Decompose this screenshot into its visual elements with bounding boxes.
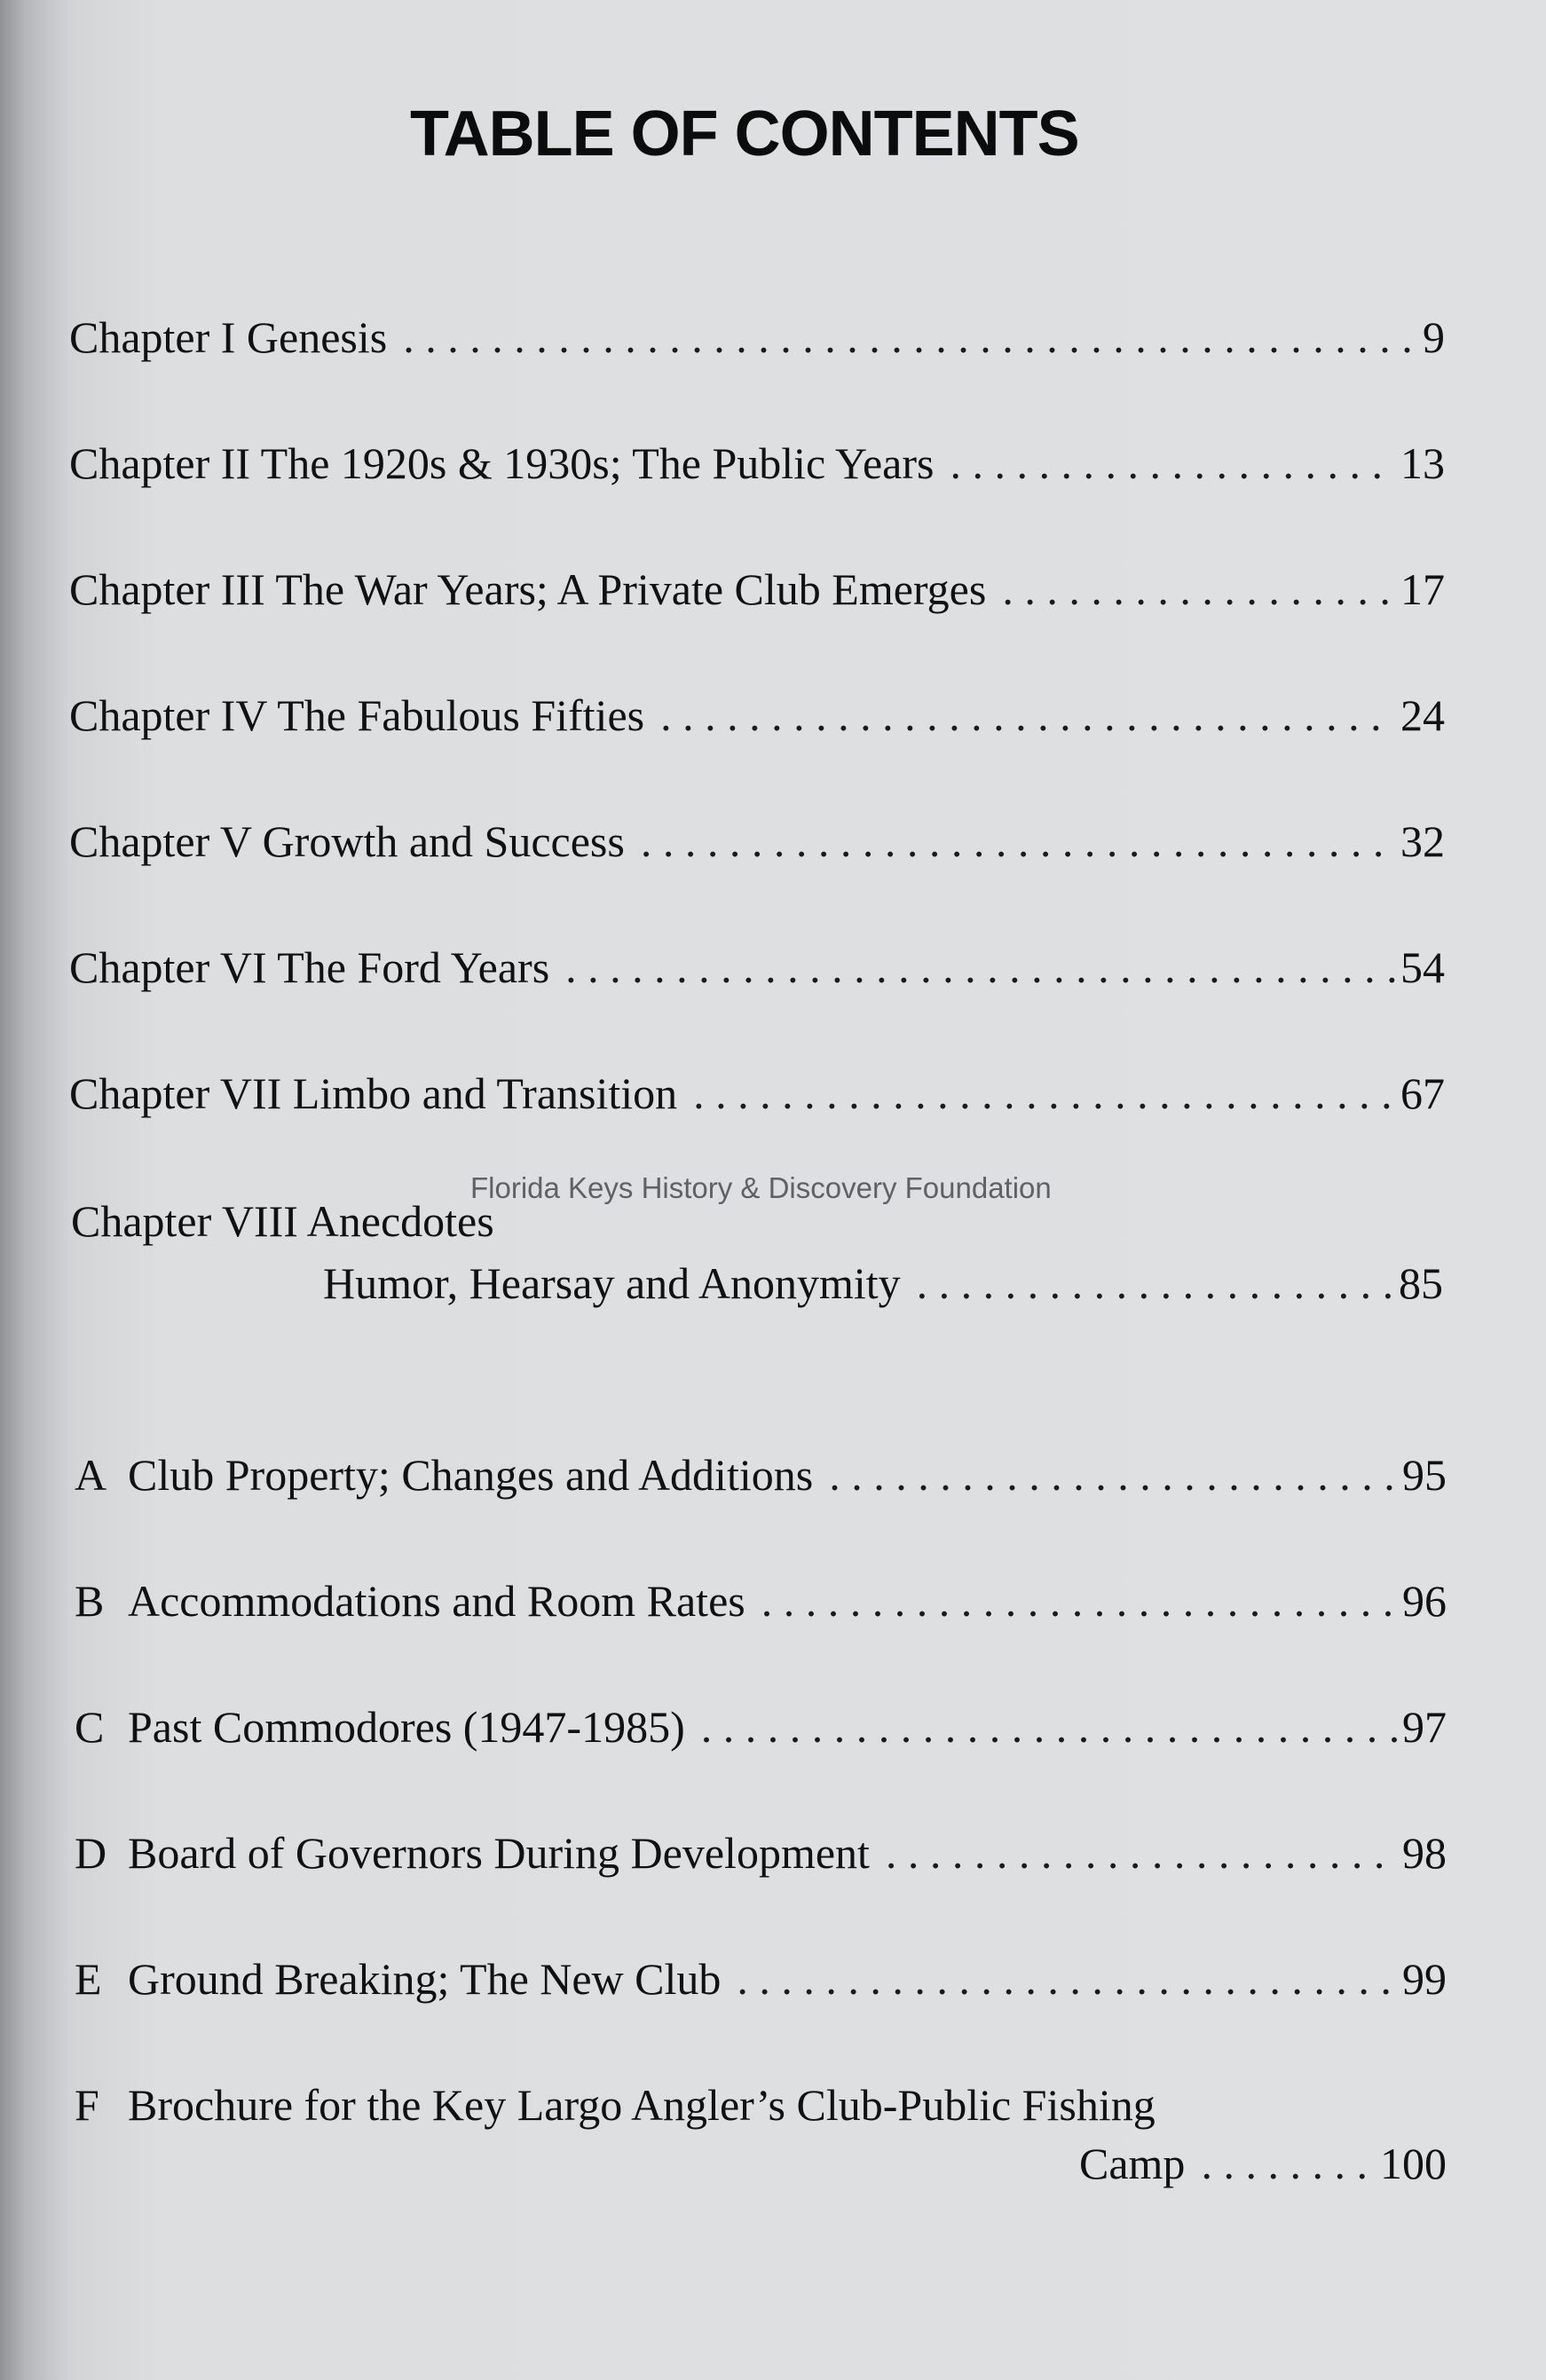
leader-dots — [829, 1448, 1397, 1501]
toc-entry-chapter-6 — [69, 941, 1445, 994]
toc-entry-page: 95 — [1402, 1450, 1447, 1500]
toc-entry-page: 32 — [1400, 816, 1445, 866]
leader-dots — [737, 1952, 1397, 2006]
toc-entry-appendix-f-label — [75, 2078, 1156, 2132]
leader-dots — [701, 1700, 1397, 1753]
toc-entry-chapter-8 — [323, 1257, 1443, 1310]
toc-entry-page: 54 — [1400, 942, 1445, 992]
appendix-letter: B — [75, 1576, 105, 1626]
toc-entry-chapter-4 — [69, 689, 1445, 742]
leader-dots — [403, 311, 1417, 364]
toc-entry-label: Board of Governors During Development — [128, 1828, 870, 1878]
toc-entry-page: 96 — [1402, 1576, 1447, 1626]
toc-entry-label: Past Commodores (1947-1985) — [128, 1702, 685, 1752]
toc-entry-chapter-7 — [69, 1067, 1445, 1120]
watermark: Florida Keys History & Discovery Foundation — [470, 1171, 1052, 1204]
toc-entry-chapter-3 — [69, 563, 1445, 616]
toc-entry-label: Ground Breaking; The New Club — [128, 1954, 722, 2004]
toc-entry-page: 24 — [1400, 690, 1445, 740]
toc-entry-appendix-d — [75, 1826, 1447, 1880]
leader-dots — [917, 1257, 1393, 1310]
toc-entry-label: Chapter VII Limbo and Transition — [69, 1068, 678, 1118]
leader-dots — [1002, 563, 1395, 616]
toc-entry-page: 100 — [1380, 2139, 1447, 2188]
toc-entry-label: Chapter VI The Ford Years — [69, 942, 550, 992]
leader-dots — [950, 437, 1395, 490]
leader-dots — [1201, 2137, 1375, 2190]
leader-dots — [660, 689, 1395, 742]
toc-entry-page: 97 — [1402, 1702, 1447, 1752]
toc-entry-label: Chapter I Genesis — [69, 312, 388, 362]
toc-entry-label: Club Property; Changes and Additions — [128, 1450, 814, 1500]
toc-entry-page: 17 — [1400, 564, 1445, 614]
toc-entry-chapter-2 — [69, 437, 1445, 490]
toc-entry-page: 67 — [1400, 1068, 1445, 1118]
toc-entry-label: Brochure for the Key Largo Angler’s Club-Public Fishing — [128, 2080, 1156, 2130]
toc-entry-page: 85 — [1399, 1258, 1443, 1308]
toc-entry-sublabel: Camp — [1079, 2139, 1186, 2188]
toc-entry-chapter-5 — [69, 815, 1445, 868]
appendix-letter: E — [75, 1954, 102, 2004]
toc-entry-appendix-f — [1079, 2137, 1447, 2190]
toc-entry-page: 13 — [1400, 438, 1445, 488]
appendix-letter: D — [75, 1828, 107, 1878]
toc-entry-page: 98 — [1402, 1828, 1447, 1878]
toc-entry-page: 99 — [1402, 1954, 1447, 2004]
toc-entry-label: Chapter V Growth and Success — [69, 816, 625, 866]
leader-dots — [761, 1574, 1397, 1627]
toc-entry-appendix-a — [75, 1448, 1447, 1501]
toc-entry-page: 9 — [1423, 312, 1445, 362]
toc-entry-appendix-c — [75, 1700, 1447, 1753]
toc-entry-label: Chapter III The War Years; A Private Club Emerges — [69, 564, 987, 614]
appendix-letter: A — [75, 1450, 107, 1500]
toc-entry-sublabel: Humor, Hearsay and Anonymity — [323, 1258, 901, 1308]
leader-dots — [641, 815, 1395, 868]
toc-entry-appendix-b — [75, 1574, 1447, 1627]
toc-entry-label: Accommodations and Room Rates — [128, 1576, 745, 1626]
toc-entry-chapter-1 — [69, 311, 1445, 364]
leader-dots — [886, 1826, 1397, 1880]
leader-dots — [565, 941, 1395, 994]
toc-entry-chapter-8-label: Chapter VIII Anecdotes — [71, 1196, 494, 1246]
toc-entry-label: Chapter II The 1920s & 1930s; The Public Years — [69, 438, 935, 488]
page-title: TABLE OF CONTENTS — [410, 99, 1079, 169]
toc-entry-label: Chapter IV The Fabulous Fifties — [69, 690, 645, 740]
appendix-letter: C — [75, 1702, 105, 1752]
leader-dots — [693, 1067, 1395, 1120]
appendix-letter: F — [75, 2080, 99, 2130]
toc-entry-appendix-e — [75, 1952, 1447, 2006]
